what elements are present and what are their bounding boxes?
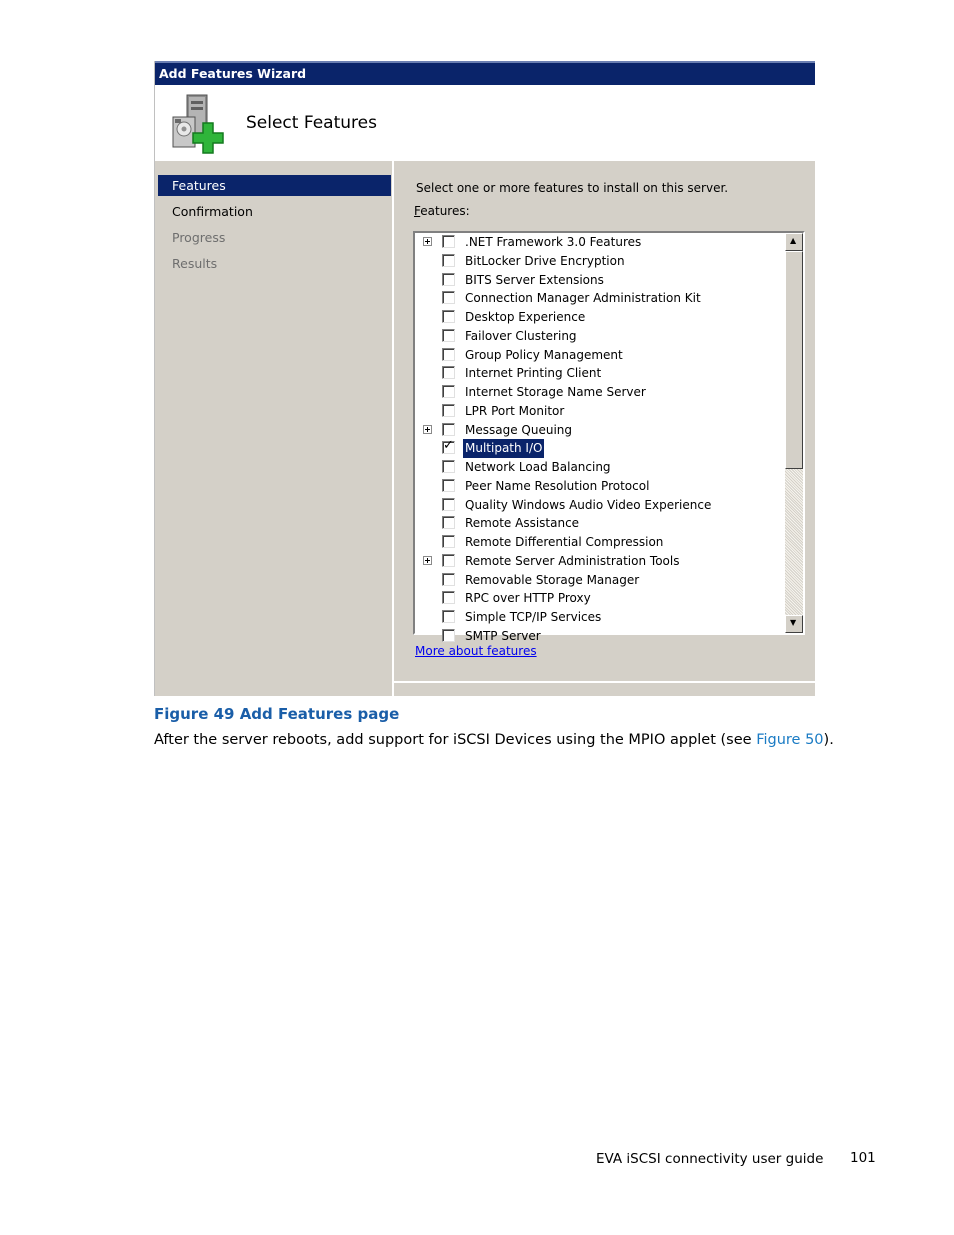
- feature-row[interactable]: [415, 608, 785, 627]
- feature-row[interactable]: [415, 327, 785, 346]
- feature-label: Remote Server Administration Tools: [465, 553, 680, 568]
- feature-checkbox[interactable]: [442, 273, 455, 286]
- feature-checkbox[interactable]: [442, 348, 455, 361]
- feature-label: Internet Storage Name Server: [465, 385, 646, 399]
- step-confirmation[interactable]: Confirmation: [172, 204, 253, 219]
- window-title: Add Features Wizard: [159, 66, 307, 81]
- feature-checkbox[interactable]: [442, 235, 455, 248]
- title-bar: [155, 61, 815, 85]
- feature-row[interactable]: [415, 496, 785, 515]
- feature-row[interactable]: [415, 589, 785, 608]
- figure-caption: Figure 49 Add Features page: [154, 705, 400, 723]
- feature-label: Message Queuing: [465, 422, 573, 437]
- feature-row[interactable]: [415, 383, 785, 402]
- feature-label: SMTP Server: [465, 628, 541, 643]
- feature-row[interactable]: [415, 439, 785, 458]
- feature-checkbox[interactable]: [442, 554, 455, 567]
- feature-label: Group Policy Management: [465, 347, 623, 362]
- feature-checkbox[interactable]: [442, 498, 455, 511]
- feature-label: Connection Manager Administration Kit: [465, 291, 701, 306]
- feature-row[interactable]: [415, 233, 785, 252]
- body-text-before: After the server reboots, add support for iSCSI Devices using the MPIO applet (see: [154, 732, 757, 748]
- feature-checkbox[interactable]: [442, 629, 455, 642]
- feature-label: Peer Name Resolution Protocol: [465, 478, 650, 493]
- wizard-header: [155, 85, 815, 161]
- feature-label: .NET Framework 3.0 Features: [465, 235, 642, 249]
- feature-checkbox[interactable]: [442, 404, 455, 417]
- feature-row[interactable]: [415, 627, 785, 646]
- feature-row[interactable]: [415, 308, 785, 327]
- feature-checkbox[interactable]: [442, 438, 455, 454]
- feature-checkbox[interactable]: [442, 254, 455, 267]
- feature-checkbox[interactable]: [442, 423, 455, 436]
- page-heading: Select Features: [246, 113, 377, 133]
- feature-row[interactable]: [415, 421, 785, 440]
- feature-label: Internet Printing Client: [465, 366, 602, 381]
- body-paragraph: [154, 732, 834, 748]
- feature-row[interactable]: [415, 514, 785, 533]
- feature-row[interactable]: [415, 289, 785, 308]
- scroll-down-icon: ▼: [790, 618, 797, 627]
- more-about-features-link[interactable]: More about features: [415, 644, 537, 658]
- feature-row[interactable]: [415, 458, 785, 477]
- expand-icon[interactable]: [423, 425, 432, 434]
- feature-label: Removable Storage Manager: [465, 572, 640, 587]
- feature-label: Multipath I/O: [463, 439, 544, 458]
- feature-checkbox[interactable]: [442, 591, 455, 604]
- feature-row[interactable]: [415, 477, 785, 496]
- feature-row[interactable]: [415, 252, 785, 271]
- step-results: Results: [172, 256, 218, 271]
- feature-checkbox[interactable]: [442, 610, 455, 623]
- feature-checkbox[interactable]: [442, 479, 455, 492]
- feature-label: Remote Assistance: [465, 516, 580, 531]
- feature-checkbox[interactable]: [442, 329, 455, 342]
- feature-checkbox[interactable]: [442, 366, 455, 379]
- feature-row[interactable]: [415, 271, 785, 290]
- wizard-content: [394, 161, 815, 696]
- footer-title: EVA iSCSI connectivity user guide: [596, 1151, 824, 1167]
- features-label: [414, 204, 470, 218]
- scroll-up-button[interactable]: [785, 233, 803, 251]
- feature-row[interactable]: [415, 571, 785, 590]
- scroll-down-button[interactable]: [785, 615, 803, 633]
- features-label-text: eatures:: [420, 204, 470, 218]
- scroll-up-icon: ▲: [790, 236, 797, 245]
- content-divider: [394, 681, 815, 683]
- feature-row[interactable]: [415, 346, 785, 365]
- feature-row[interactable]: [415, 402, 785, 421]
- checkmark-icon: ✓: [443, 438, 454, 454]
- expand-icon[interactable]: [423, 237, 432, 246]
- feature-checkbox[interactable]: [442, 535, 455, 548]
- feature-checkbox[interactable]: [442, 573, 455, 586]
- feature-checkbox[interactable]: [442, 460, 455, 473]
- wizard-steps-sidebar: [155, 161, 393, 696]
- feature-label: LPR Port Monitor: [465, 403, 565, 418]
- feature-label: BITS Server Extensions: [465, 272, 604, 287]
- feature-checkbox[interactable]: [442, 310, 455, 323]
- features-tree-list[interactable]: [413, 231, 805, 643]
- features-label-accelerator: F: [414, 204, 421, 218]
- feature-label: Remote Differential Compression: [465, 535, 664, 549]
- figure-50-link[interactable]: Figure 50: [756, 732, 824, 748]
- feature-label: Failover Clustering: [465, 328, 577, 343]
- feature-checkbox[interactable]: [442, 385, 455, 398]
- feature-checkbox[interactable]: [442, 291, 455, 304]
- page-number: 101: [850, 1150, 876, 1166]
- feature-label: RPC over HTTP Proxy: [465, 591, 591, 606]
- instruction-text: Select one or more features to install on this server.: [416, 181, 729, 195]
- feature-checkbox[interactable]: [442, 516, 455, 529]
- feature-row[interactable]: [415, 552, 785, 571]
- feature-label: Quality Windows Audio Video Experience: [465, 497, 712, 512]
- vertical-scrollbar[interactable]: [785, 233, 803, 633]
- add-features-wizard: [154, 61, 814, 696]
- feature-label: Desktop Experience: [465, 310, 586, 324]
- feature-label: Network Load Balancing: [465, 460, 611, 474]
- feature-row[interactable]: [415, 364, 785, 383]
- feature-label: Simple TCP/IP Services: [465, 610, 602, 624]
- step-features[interactable]: Features: [158, 175, 391, 196]
- scroll-thumb[interactable]: [785, 251, 803, 469]
- feature-row[interactable]: [415, 533, 785, 552]
- body-text-after: ).: [823, 732, 834, 748]
- feature-label: BitLocker Drive Encryption: [465, 253, 625, 268]
- step-progress: Progress: [172, 230, 226, 245]
- expand-icon[interactable]: [423, 556, 432, 565]
- server-add-icon: [167, 93, 229, 155]
